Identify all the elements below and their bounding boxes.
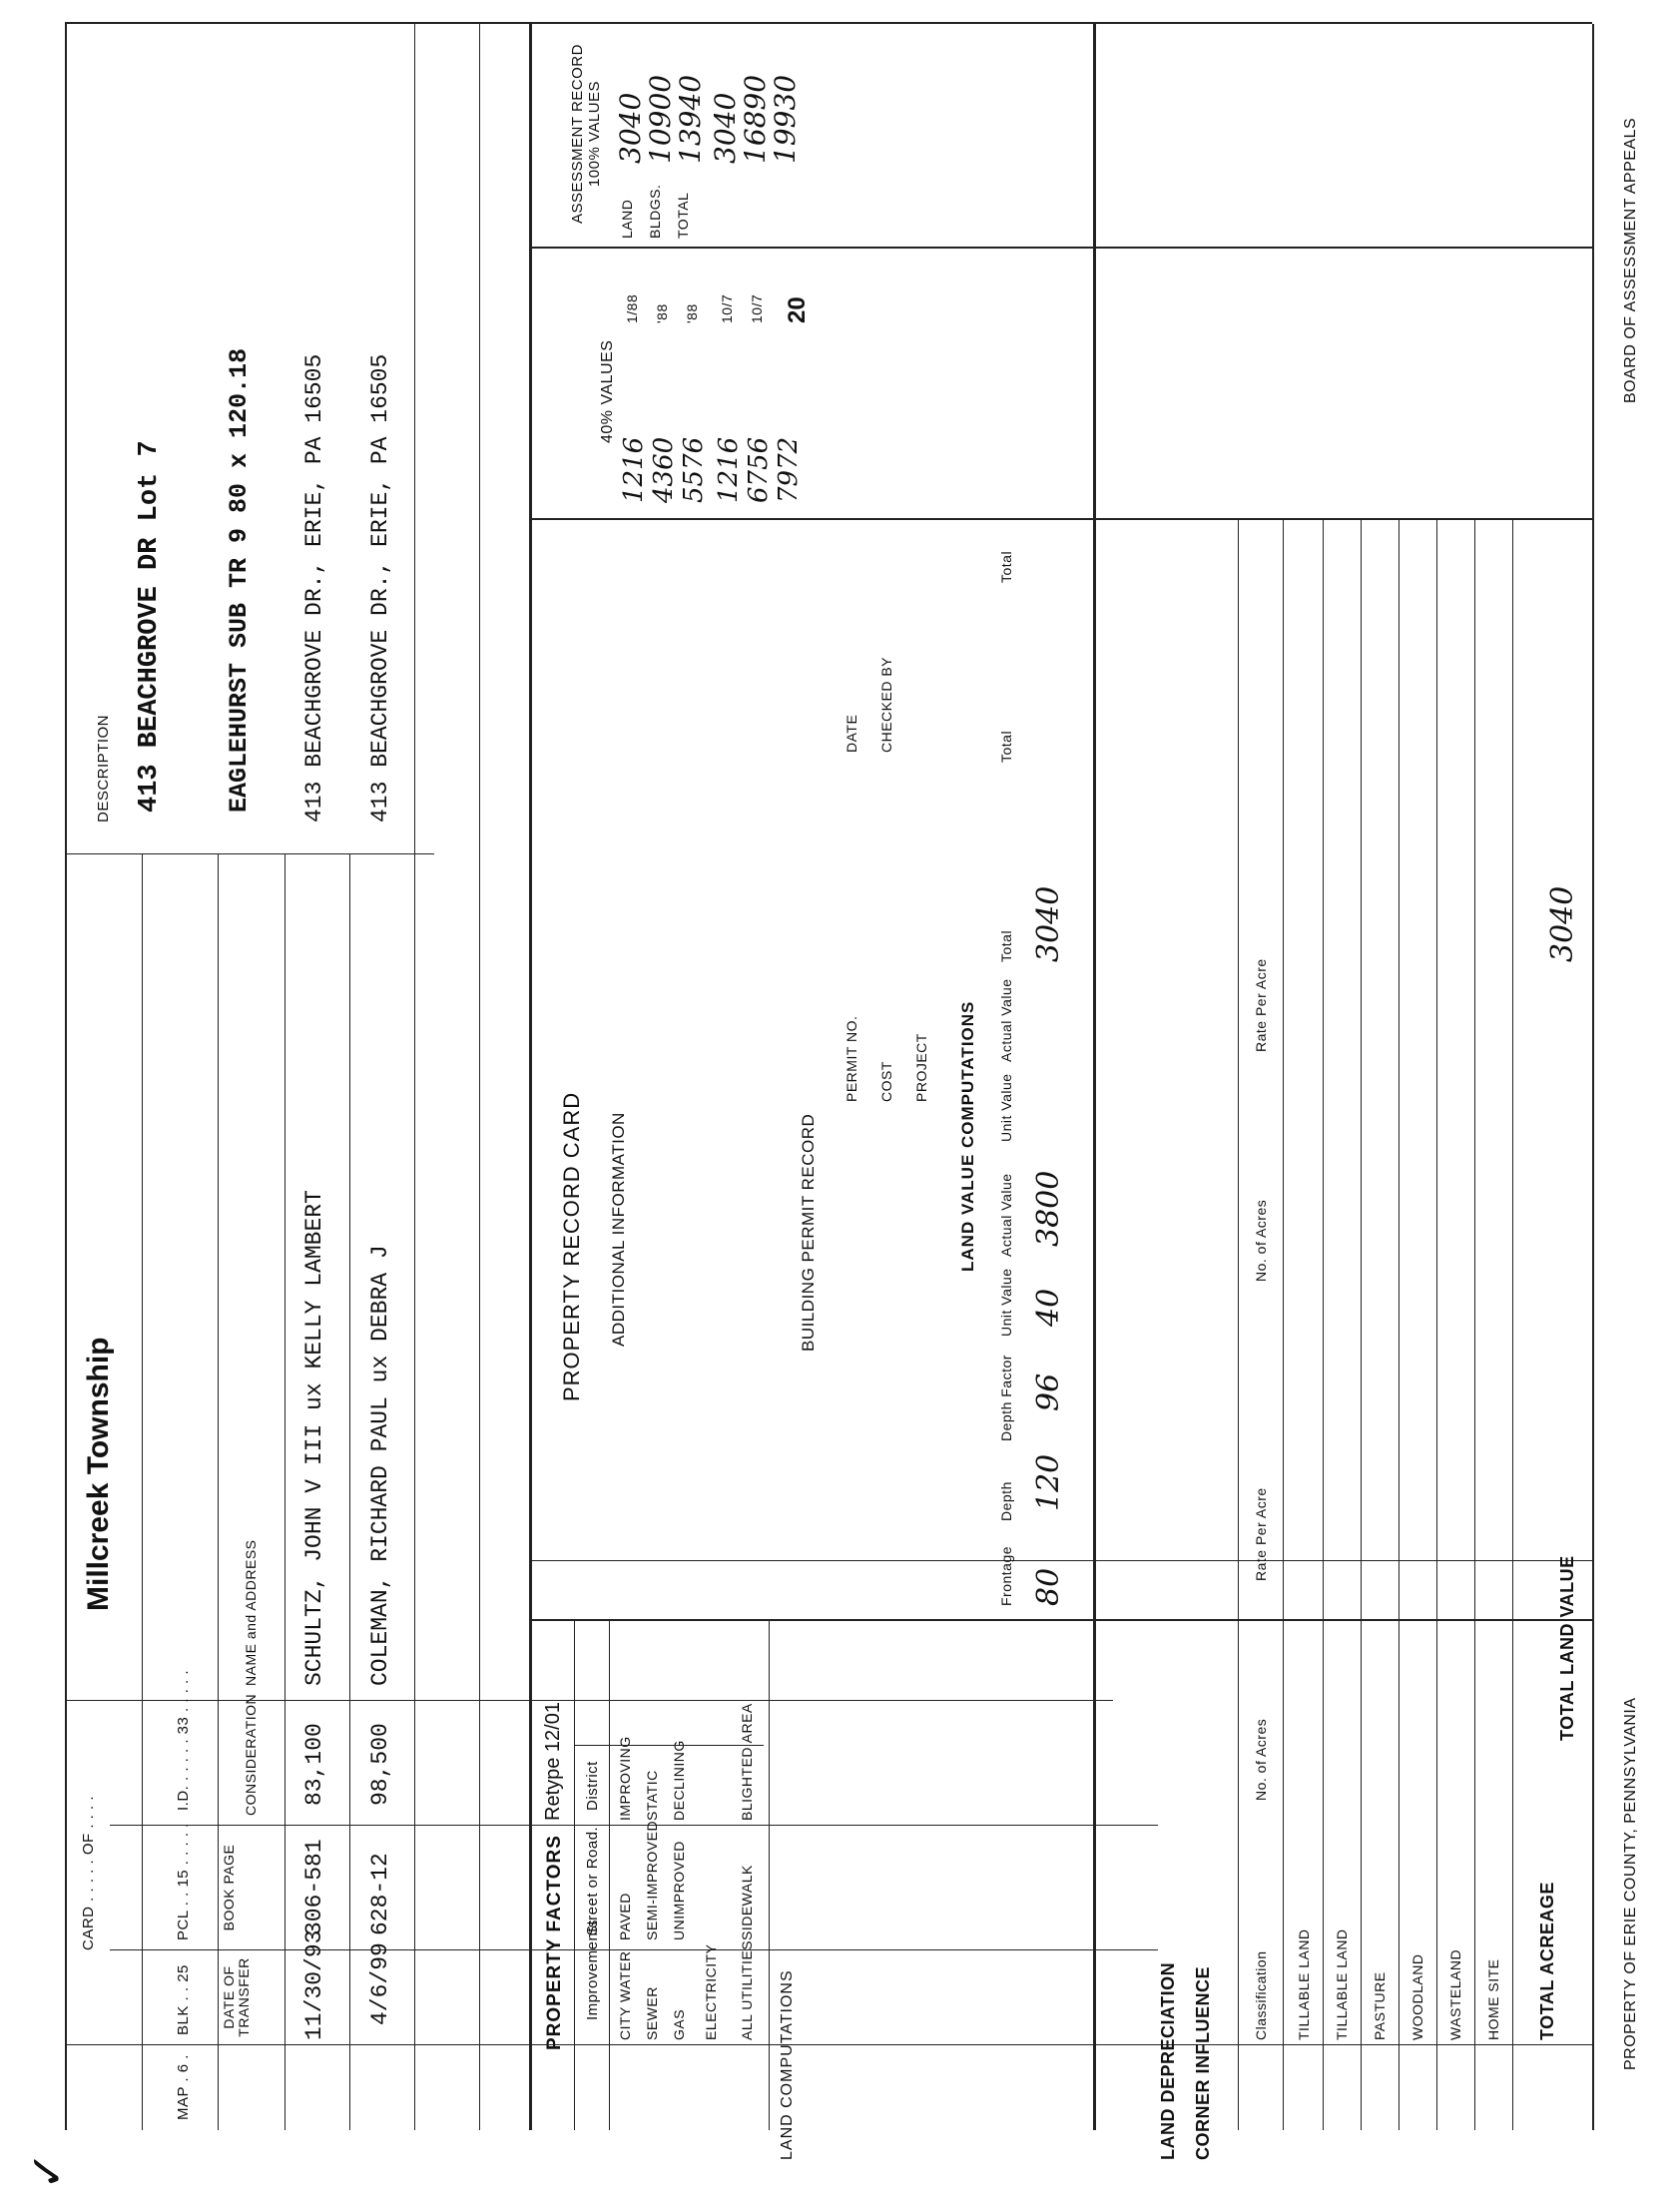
transfer-row-2 [414,24,415,2130]
transfer-1-address: 413 BEACHGROVE DR., ERIE, PA 16505 [301,353,327,823]
actual-value-header: Actual Value [998,1173,1014,1257]
value-100-2: 10900 [644,74,677,164]
acre-header-bottom [1283,520,1284,2130]
depth-factor-header: Depth Factor [998,1355,1014,1441]
map-field: MAP . 6 . [175,2054,192,2120]
total-acreage-label: TOTAL ACREAGE [1537,1882,1557,2040]
property-factors-title: PROPERTY FACTORS [544,1835,565,2050]
street-2: SEMI-IMPROVED [644,1820,660,1940]
district-1: IMPROVING [617,1736,633,1821]
value-100-3: 13940 [674,74,707,164]
district-3: DECLINING [671,1740,687,1821]
street-3: UNIMPROVED [671,1841,687,1940]
additional-info-label: ADDITIONAL INFORMATION [609,1112,628,1347]
col-improvements-header: Improvements [584,1919,601,2020]
transfer-header-top [218,854,219,2130]
class-6: HOME SITE [1485,1958,1501,2040]
factors-header-bottom [609,1621,610,2130]
values-100-label: ASSESSMENT RECORD 100% VALUES [569,44,603,224]
frontage-header: Frontage [998,1545,1014,1606]
transfer-2-address: 413 BEACHGROVE DR., ERIE, PA 16505 [367,353,393,823]
description-label: DESCRIPTION [95,714,112,823]
actual-value: 3800 [1031,1170,1066,1247]
value-date-2: '88 [654,303,670,323]
frame-right [65,22,1592,24]
improvement-3: GAS [671,2008,687,2040]
land-value-computations-title: LAND VALUE COMPUTATIONS [958,1000,977,1272]
acre-row-2 [1361,520,1362,2130]
actual-value-2-header: Actual Value [998,978,1014,1062]
col-date [65,2044,1592,2045]
acre-row-1 [1323,520,1324,2130]
cost-label: COST [878,1061,894,1102]
class-4: WOODLAND [1409,1953,1425,2040]
values-mid [529,247,1592,249]
permit-no-label: PERMIT NO. [843,1015,859,1102]
class-3: PASTURE [1372,1971,1388,2040]
value-40-3: 5576 [679,436,709,503]
value-40-4: 1216 [714,436,744,503]
depth-header: Depth [998,1481,1014,1521]
unit-value: 40 [1031,1288,1066,1327]
total-row-label: TOTAL [675,192,691,239]
transfer-1-book: 306-581 [301,1839,327,1935]
improvement-5: ALL UTILITIES [739,1939,755,2040]
blk-field: BLK . . 25 [175,1964,192,2035]
col-book-header: BOOK PAGE [221,1844,237,1931]
frontage-value: 80 [1031,1567,1066,1606]
land-top [769,1621,770,2130]
factors-col-3 [574,1825,764,1826]
acre-row-6 [1512,520,1513,2130]
value-date-1: 1/88 [624,293,640,323]
classification-header: Classification [1253,1950,1269,2040]
transfer-row-1 [349,854,350,2130]
transfer-1-date: 11/30/93 [301,1929,327,2040]
corner-check-mark: ✓ [21,2151,73,2190]
retype-note: Retype 12/01 [542,1702,564,1821]
col-name [65,1700,1113,1701]
frame-bottom [1592,24,1594,2130]
district-2: STATIC [644,1770,660,1821]
corner-influence-title: CORNER INFLUENCE [1193,1965,1213,2160]
district-5: BLIGHTED AREA [739,1703,755,1821]
improvement-1: CITY WATER [617,1950,633,2040]
footer-left: PROPERTY OF ERIE COUNTY, PENNSYLVANIA [1622,1697,1639,2070]
acre-row-3 [1399,520,1400,2130]
date-label: DATE [843,714,859,753]
transfer-bottom [529,24,532,2130]
transfer-1-consideration: 83,100 [301,1723,327,1806]
factors-col-1 [574,2044,764,2045]
value-100-4: 3040 [709,92,742,164]
total-land-value-amount: 3040 [1545,885,1580,962]
factors-col-4 [574,1745,764,1746]
transfer-2-date: 4/6/99 [367,1942,393,2025]
unit-value-header: Unit Value [998,1268,1014,1337]
upper-divider [1093,24,1096,2130]
land-computations-title: LAND COMPUTATIONS [779,1969,796,2160]
desc-divider [65,853,434,854]
value-40-2: 4360 [649,436,679,503]
value-40-6: 7972 [774,436,804,503]
land-col-a [529,1560,1592,1561]
corner-twenty-mark: 20 [784,296,811,323]
col-date-header: DATE OF TRANSFER [221,1957,252,2037]
class-2: TILLABLE LAND [1334,1928,1350,2040]
total-2-header: Total [998,730,1014,763]
rate-1-header: Rate Per Acre [1253,1487,1269,1581]
value-100-6: 19930 [769,74,802,164]
rate-2-header: Rate Per Acre [1253,958,1269,1052]
land-row-label: LAND [619,199,635,239]
improvement-2: SEWER [644,1986,660,2040]
transfer-header-bottom [284,854,285,2130]
unit-value-2-header: Unit Value [998,1073,1014,1142]
value-100-1: 3040 [614,92,647,164]
value-date-3: '88 [684,303,700,323]
depth-value: 120 [1031,1453,1066,1511]
header-divider-1 [142,854,143,2130]
project-label: PROJECT [913,1033,929,1102]
depth-factor-value: 96 [1031,1373,1066,1411]
record-card-title: PROPERTY RECORD CARD [559,1091,584,1401]
id-field: I.D. . . . . . 33 . . . . . [175,1669,192,1811]
col-street-header: Street or Road. [584,1826,601,1935]
transfer-2-consideration: 98,500 [367,1723,393,1806]
col-consideration-header: CONSIDERATION [243,1693,259,1816]
value-date-5: 10/7 [749,293,765,323]
total-3-header: Total [998,550,1014,583]
transfer-row-3 [479,24,480,2130]
value-date-4: 10/7 [719,293,735,323]
township-name: Millcreek Township [82,1337,115,1611]
footer-right: BOARD OF ASSESSMENT APPEALS [1622,117,1639,403]
values-left [529,518,1592,520]
description-line-2: EAGLEHURST SUB TR 9 80 x 120.18 [225,347,254,813]
value-40-5: 6756 [744,436,774,503]
acre-row-5 [1474,520,1475,2130]
values-40-label: 40% VALUES [599,339,616,443]
factors-header-top [574,1621,575,2130]
col-name-header: NAME and ADDRESS [243,1539,259,1686]
permit-record-title: BUILDING PERMIT RECORD [799,1113,818,1352]
card-label: CARD . . . . . OF . . . . [80,1795,97,1950]
acres-1-header: No. of Acres [1253,1718,1269,1801]
description-line-1: 413 BEACHGROVE DR Lot 7 [135,440,165,813]
class-5: WASTELAND [1447,1948,1463,2040]
land-total: 3040 [1031,885,1066,962]
bldgs-row-label: BLDGS. [647,184,663,239]
total-1-header: Total [998,929,1014,962]
land-depreciation-title: LAND DEPRECIATION [1158,1961,1178,2160]
factors-right [529,1619,1592,1621]
street-1: PAVED [617,1893,633,1940]
transfer-1-name: SCHULTZ, JOHN V III ux KELLY LAMBERT [301,1190,327,1686]
pcl-field: PCL . . 15 . . . . . [175,1823,192,1940]
total-land-value-label: TOTAL LAND VALUE [1557,1555,1577,1741]
value-100-5: 16890 [739,74,772,164]
transfer-2-book: 628-12 [367,1853,393,1935]
frame-top [65,24,67,2130]
improvement-4: ELECTRICITY [703,1943,719,2040]
value-40-1: 1216 [619,436,649,503]
street-5: SIDEWALK [739,1865,755,1940]
checked-by-label: CHECKED BY [878,656,894,753]
class-1: TILLABLE LAND [1296,1928,1312,2040]
transfer-2-name: COLEMAN, RICHARD PAUL ux DEBRA J [367,1245,393,1686]
col-district-header: District [584,1761,601,1811]
acre-header-top [1238,520,1239,2130]
acres-2-header: No. of Acres [1253,1199,1269,1282]
factors-col-2 [574,1949,764,1950]
acre-row-4 [1436,520,1437,2130]
